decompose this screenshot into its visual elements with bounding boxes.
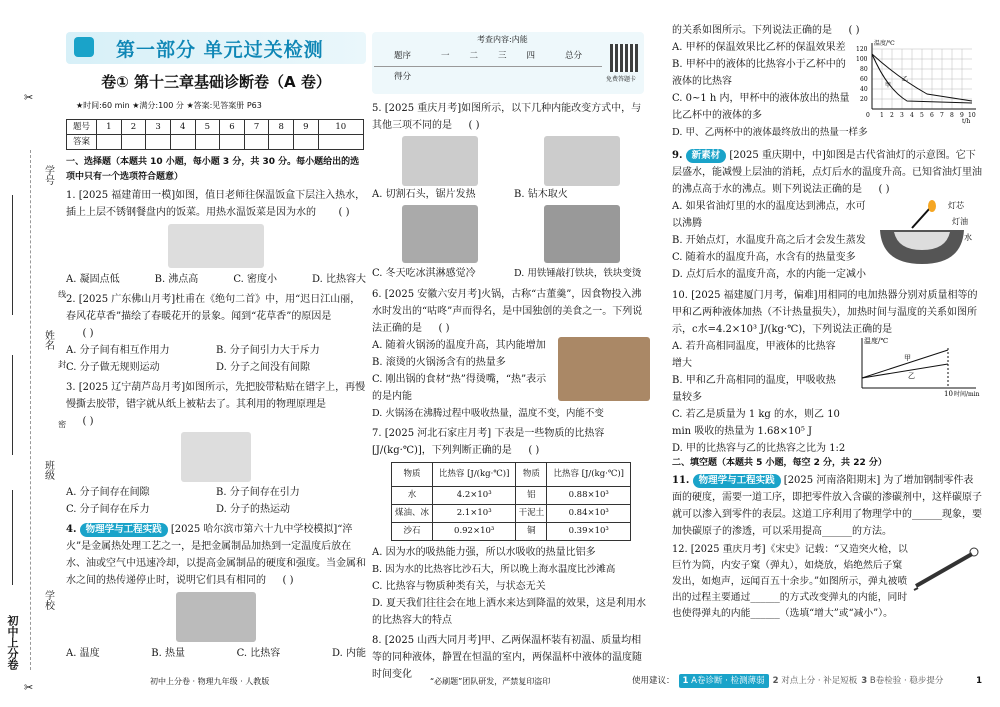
page-number: 1 (976, 675, 982, 686)
question-7: 7. [2025 河北石家庄月考] 下表是一些物质的比热容 [J/(kg·℃)]，下列判断正确的是 ( ) (372, 428, 605, 456)
q2-options: A. 分子间有相互作用力 B. 分子间引力大于斥力 C. 分子做无规则运动 D. 分子之间没有间隙 (66, 345, 320, 374)
qr-code-icon[interactable] (610, 44, 638, 72)
q1-photo (168, 224, 264, 268)
right-column: 的关系如图所示。下列说法正确的是 ( ) A. 甲杯的保温效果比乙杯的保温效果差 B. 甲杯中的液体的比热容小于乙杯中的液体的比热容 C. 0~1 h 内，甲杯中的液体放出的热量比乙杯中的液体的多 D. 甲、乙两杯中的液体最终放出的热量一样多 温度/℃ t/h 120 100 80 60 40 20 0 1 2 3 4 5 6 7 8 9 10 甲 乙 9. 新素材 [2025 重庆期中，中]如图是古代省油灯的示意图。它下层盛水，能减慢上层油的消耗，点灯后水的温度升高。已知省油灯里油的沸点高于水的沸点。则下列说法正确的是 ( ) A. 如果省油灯里的水的温度达到沸点，水可以沸腾 B. 开始点灯，水温度升高之后才会发生蒸发 C. 随着水的温度升高，水含有的热量变多 D. 点灯后水的温度升高，水的内能一定减小 灯芯 灯油 水 10. [2025 福建厦门月考，偏难]用相同的电加热器分别对质量相等的甲和乙两种液体加热（不计热量损失），加热时间与温度的关系如图所示，c水=4.2×10³ J/(kg·℃)，下列说法正确的是 A. 若升高相同温度，甲液体的比热容增大 B. 甲和乙升高相同的温度，甲吸收热量较多 C. 若乙是质量为 1 kg 的水，则乙 10 min 吸收的热量为 1.68×10⁵ J D. 甲的比热容与乙的比热容之比为 1:2 温度/℃ 10 时间/min 甲 乙 二、填空题（本题共 5 小题，每空 2 分，共 22 分） 11. 物理学与工程实践 [2025 河南洛阳期末] 为了增加钢制零件表面的硬度，需要一道工序，即把零件放入含碳的渗碳剂中，这样碳原子就可以渗入到零件的表层。这道工序利用了物理学中的______现象，要加快碳原子的渗透，可以采用提高______的方法。 12. [2025 重庆月考]《宋史》记载：“又造突火枪，以巨竹为筒，内安子窠（弹丸），如烧放，焰绝然后子窠发出，如炮声，远闻百五十余步。”如图所示，弹丸被喷出的过程主要通过______的方式改变弹丸的内能，同时也使得弹丸的内能______（选填“增大”或“减小”）。 (672, 22, 982, 622)
question-5: 5. [2025 重庆月考]如图所示，以下几种内能改变方式中，与其他三项不同的是 ( ) (372, 103, 642, 131)
label-water: 水 (964, 233, 972, 242)
tag-engineering: 物理学与工程实践 (80, 523, 168, 537)
q8-temperature-chart (852, 39, 980, 125)
footer-step-1: 1 A卷诊断 · 检测薄弱 (679, 674, 769, 688)
question-3: 3. [2025 辽宁葫芦岛月考]如图所示，先把胶带粘贴在镨字上，再慢慢撕去胶带，镨字就从纸上被粘去了。其利用的物理原理是( ) (66, 382, 366, 428)
question-8-continued: 的关系如图所示。下列说法正确的是 ( ) (672, 25, 860, 36)
q5-fig-b (544, 136, 620, 186)
scissors-icon-top: ✂ (24, 91, 34, 104)
q5-fig-c (402, 205, 478, 263)
part-title: 第一部分 单元过关检测 (116, 39, 324, 61)
svg-text:80: 80 (860, 66, 868, 73)
scissors-icon: ✂ (24, 681, 34, 694)
svg-text:0: 0 (866, 112, 870, 119)
cut-mark-secret: 密 (57, 420, 67, 428)
svg-text:2: 2 (890, 112, 894, 119)
series-yi-line (862, 364, 948, 378)
q4-photo (176, 592, 256, 642)
cut-mark-seal: 封 (57, 360, 67, 368)
score-box (372, 32, 644, 94)
label-yi: 乙 (902, 76, 909, 83)
svg-text:120: 120 (856, 46, 868, 53)
svg-text:8: 8 (950, 112, 954, 119)
svg-text:甲: 甲 (904, 354, 911, 362)
svg-text:温度/℃: 温度/℃ (864, 337, 889, 345)
question-12: 12. [2025 重庆月考]《宋史》记载：“又造突火枪，以巨竹为筒，内安子窠（弹丸），如烧放，焰绝然后子窠发出，如炮声，远闻百五十余步。”如图所示，弹丸被喷出的过程主要通过______的方式改变弹丸的内能，同时也使得弹丸的内能______（选填“增大”或“减小”）。 (672, 544, 908, 620)
fire-lance-illustration (912, 546, 982, 592)
footer-step-2: 2 对点上分 · 补足短板 (772, 675, 858, 686)
binding-strip (0, 0, 67, 707)
title-badge-icon (74, 37, 94, 57)
side-label-class: 班级 (42, 460, 54, 480)
svg-text:3: 3 (900, 112, 904, 119)
svg-text:乙: 乙 (908, 372, 915, 380)
svg-text:20: 20 (860, 96, 868, 103)
footer-step-3: 3 B卷检验 · 稳步提分 (861, 675, 944, 686)
qr-caption: 免费答题卡 (606, 76, 637, 83)
question-4: 4. 物理学与工程实践 [2025 哈尔滨市第六十九中学校模拟]“淬火”是金属热处理工艺之一，是把金属制品加热到一定温度后放在水、油或空气中迅速冷却，以提高金属制品的硬度和强度。当金属和水之间的热传递停止时，说明它们具有相同的 ( ) (66, 524, 366, 587)
side-label-name: 姓名 (42, 330, 54, 350)
tag-engineering: 物理学与工程实践 (693, 474, 781, 488)
svg-text:100: 100 (856, 56, 868, 63)
grid-label-num: 题号 (67, 120, 97, 135)
footer-middle: “必刷题”团队研发，严禁复印盗印 (430, 677, 551, 686)
question-11: 11. 物理学与工程实践 [2025 河南洛阳期末] 为了增加钢制零件表面的硬度，需要一道工序，即把零件放入含碳的渗碳剂中，这样碳原子就可以渗入到零件的表层。这道工序利用了物理学中的______现象，要加快碳原子的渗透，可以采用提高______的方法。 (672, 475, 982, 538)
q5-figures: A. 切割石头，锯片发热 B. 钻木取火 C. 冬天吃冰淇淋感觉冷 D. 用铁锤敲打铁块，铁块变烫 (372, 136, 650, 282)
question-10: 10. [2025 福建厦门月考，偏难]用相同的电加热器分别对质量相等的甲和乙两种液体加热（不计热量损失），加热时间与温度的关系如图所示，c水=4.2×10³ J/(kg·℃)，下列说法正确的是 (672, 290, 978, 335)
footer-right: 使用建议： 1 A卷诊断 · 检测薄弱 2 对点上分 · 补足短板 3 B卷检验 · 稳步提分 1 (632, 672, 982, 690)
q10-heating-chart (848, 334, 980, 398)
q4-options: A. 温度 B. 热量 C. 比热容 D. 内能 (66, 648, 366, 660)
svg-text:9: 9 (960, 112, 964, 119)
svg-text:10: 10 (944, 390, 953, 398)
q5-fig-a (402, 136, 478, 186)
q3-photo (181, 432, 251, 482)
q1-options: A. 凝固点低 B. 沸点高 C. 密度小 D. 比热容大 (66, 274, 366, 286)
svg-text:10: 10 (968, 112, 976, 119)
side-label-id: 学号 (42, 165, 54, 185)
label-jia: 甲 (885, 82, 892, 89)
brand-vertical: 初中上分卷 (5, 615, 19, 670)
exam-meta: ★时间:60 min ★满分:100 分 ★答案:见答案册 P63 (76, 100, 262, 110)
svg-text:7: 7 (940, 112, 944, 119)
label-oil: 灯油 (952, 217, 968, 226)
hotpot-photo (558, 337, 650, 401)
header-banner (66, 32, 366, 64)
svg-text:时间/min: 时间/min (954, 391, 980, 398)
svg-text:40: 40 (860, 86, 868, 93)
question-8: 8. [2025 山西大同月考]甲、乙两保温杯装有初温、质量均相等的同种液体，静置在恒温的室内，两保温杯中液体的温度随时间变化 (372, 635, 642, 680)
svg-text:4: 4 (910, 112, 914, 119)
specific-heat-table: 物质 比热容 [J/(kg·℃)] 物质 比热容 [J/(kg·℃)] 水 4.2×10³ 铝 0.88×10³ 煤油、冰 2.1×10³ 干泥土 0.84×10³ 沙石 0.92×10³ 铜 0.39×10³ (391, 462, 631, 541)
label-wick: 灯芯 (948, 201, 964, 210)
answer-grid: 题号 1 2 3 4 5 6 7 8 9 10 答案 (66, 119, 364, 150)
question-2: 2. [2025 广东佛山月考]杜甫在《绝句二首》中，用“迟日江山丽，春风花草香”描绘了春暖花开的景象。闻到“花草香”的原因是( ) (66, 294, 361, 340)
svg-text:5: 5 (920, 112, 924, 119)
tag-new-material: 新素材 (686, 149, 727, 163)
chart-ylabel: 温度/℃ (874, 40, 895, 47)
q5-fig-d (544, 205, 620, 263)
svg-text:1: 1 (880, 112, 884, 119)
section-1-title: 一、选择题（本题共 10 小题，每小题 3 分，共 30 分。每小题给出的选项中只有一个选项符合题意） (66, 157, 360, 183)
svg-text:60: 60 (860, 76, 868, 83)
side-label-school: 学校 (42, 590, 54, 610)
oil-lamp-diagram (872, 198, 980, 268)
left-column (66, 32, 366, 662)
chart-xlabel: t/h (962, 118, 971, 125)
question-9: 9. 新素材 [2025 重庆期中，中]如图是古代省油灯的示意图。它下层盛水，能减慢上层油的消耗，点灯后水的温度升高。已知省油灯里油的沸点高于水的沸点。则下列说法正确的是 ( ) (672, 150, 982, 195)
score-box-topic: 考查内容:内能 (477, 35, 528, 44)
svg-text:6: 6 (930, 112, 934, 119)
section-2-title: 二、填空题（本题共 5 小题，每空 2 分，共 22 分） (672, 458, 887, 468)
question-6: 6. [2025 安徽六安月考]火锅，古称“古董羹”，因食物投入沸水时发出的“咕咚”声而得名，是中国独创的美食之一。下列说法正确的是 ( ) (372, 289, 643, 334)
footer-left: 初中上分卷 · 物理九年级 · 人教版 (150, 677, 270, 686)
q3-options: A. 分子间存在间隙 B. 分子间存在引力 C. 分子间存在斥力 D. 分子的热运动 (66, 487, 300, 516)
paper-title: 卷① 第十三章基础诊断卷（A 卷） (101, 73, 331, 91)
question-1: 1. [2025 福建莆田一模]如图，值日老师往保温饭盒下层注入热水，插上上层不锈钢餐盘内的饭菜。用热水温饭菜是因为水的 ( ) (66, 190, 366, 219)
cut-mark-line: 线 (57, 290, 67, 298)
grid-label-answer: 答案 (67, 135, 97, 150)
middle-column: 5. [2025 重庆月考]如图所示，以下几种内能改变方式中，与其他三项不同的是 ( ) A. 切割石头，锯片发热 B. 钻木取火 C. 冬天吃冰淇淋感觉冷 D. 用铁锤敲打铁块，铁块变烫 6. [2025 安徽六安月考]火锅，古称“古董羹”，因食物投入沸水时发出的“咕咚”声而得名，是中国独创的美食之一。下列说法正确的是 ( ) A. 随着火锅汤的温度升高，其内能增加 B. 滚烫的火锅汤含有的热量多 C. 刚出锅的食材“热”得烫嘴，“热”表示的是内能 D. 火锅汤在沸腾过程中吸收热量，温度不变，内能不变 7. [2025 河北石家庄月考] 下表是一些物质的比热容 [J/(kg·℃)]，下列判断正确的是 ( ) 物质 比热容 [J/(kg·℃)] 物质 比热容 [J/(kg·℃)] 水 4.2×10³ 铝 0.88×10³ 煤油、冰 2.1×10³ 干泥土 0.84×10³ 沙石 0.92×10³ 铜 0.39×10³ A. 因为水的吸热能力强，所以水吸收的热量比铝多 B. 因为水的比热容比沙石大，所以晚上海水温度比沙滩高 C. 比热容与物质种类有关，与状态无关 D. 夏天我们往往会在地上洒水来达到降温的效果，这是利用水的比热容大的特点 8. [2025 山西大同月考]甲、乙两保温杯装有初温、质量均相等的同种液体，静置在恒温的室内，两保温杯中液体的温度随时间变化 (372, 100, 650, 683)
score-table: 题序 一 二 三 四 总分 得分 (374, 46, 602, 88)
